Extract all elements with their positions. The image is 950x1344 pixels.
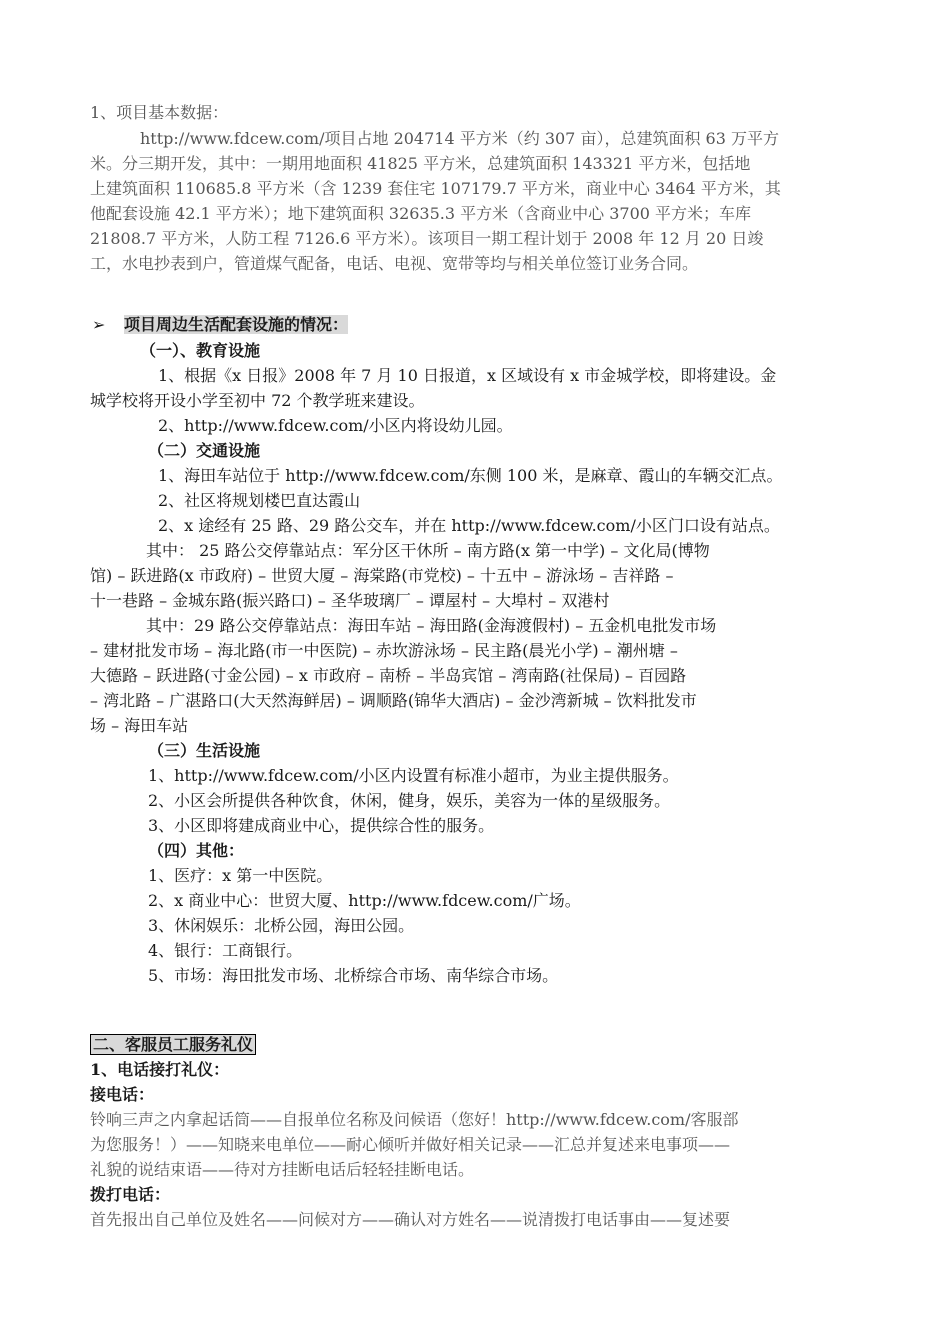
traffic-line: 2、社区将规划楼巴直达霞山 [158, 491, 361, 510]
traffic-line: 2、x 途经有 25 路、29 路公交车，并在 http://www.fdcew.com/小区门口设有站点。 [158, 516, 780, 535]
education-title: （一）、教育设施 [140, 341, 261, 360]
bus-route-line: 馆) – 跃进路(x 市政府) – 世贸大厦 – 海棠路(市党校) – 十五中 – 游泳场 – 吉祥路 – [90, 566, 674, 585]
traffic-title: （二）交通设施 [148, 441, 261, 460]
life-line: 1、http://www.fdcew.com/小区内设置有标准小超市，为业主提供服务。 [148, 766, 679, 785]
dial-call-line: 首先报出自己单位及姓名——问候对方——确认对方姓名——说清拨打电话事由——复述要 [90, 1210, 731, 1229]
basic-data-line: 他配套设施 42.1 平方米）；地下建筑面积 32635.3 平方米（含商业中心 3700 平方米；车库 [90, 204, 752, 223]
bus-route-line: – 建材批发市场 – 海北路(市一中医院) – 赤坎游泳场 – 民主路(晨光小学) – 潮州塘 – [90, 641, 678, 660]
education-line: 城学校将开设小学至初中 72 个教学班来建设。 [90, 391, 425, 410]
bus-route-line: 其中：29 路公交停靠站点：海田车站 – 海田路(金海渡假村) – 五金机电批发市场 [146, 616, 717, 635]
other-line: 5、市场：海田批发市场、北桥综合市场、南华综合市场。 [148, 966, 559, 985]
traffic-line: 1、海田车站位于 http://www.fdcew.com/东侧 100 米，是麻章、霞山的车辆交汇点。 [158, 466, 783, 485]
basic-data-line: 工，水电抄表到户，管道煤气配备，电话、电视、宽带等均与相关单位签订业务合同。 [90, 254, 699, 273]
basic-data-line: 米。分三期开发，其中：一期用地面积 41825 平方米，总建筑面积 143321 平方米，包括地 [90, 154, 751, 173]
dial-call-title: 拨打电话： [90, 1185, 171, 1204]
etiquette-title [90, 1032, 870, 1057]
facilities-title [124, 312, 724, 337]
education-line: 2、http://www.fdcew.com/小区内将设幼儿园。 [158, 416, 513, 435]
facilities-title-text: 项目周边生活配套设施的情况： [124, 315, 349, 334]
bus-route-line: 场 – 海田车站 [90, 716, 189, 735]
answer-call-line: 礼貌的说结束语——待对方挂断电话后轻轻挂断电话。 [90, 1160, 475, 1179]
bus-route-line: – 湾北路 – 广湛路口(大天然海鲜居) – 调顺路(锦华大酒店) – 金沙湾新城 – 饮料批发市 [90, 691, 697, 710]
life-title: （三）生活设施 [148, 741, 261, 760]
answer-call-line: 铃响三声之内拿起话筒——自报单位名称及问候语（您好！http://www.fdcew.com/客服部 [90, 1110, 739, 1129]
basic-data-line: http://www.fdcew.com/项目占地 204714 平方米（约 307 亩），总建筑面积 63 万平方 [140, 129, 779, 148]
basic-data-line: 上建筑面积 110685.8 平方米（含 1239 套住宅 107179.7 平方米，商业中心 3464 平方米，其 [90, 179, 781, 198]
arrow-bullet-icon: ➢ [92, 315, 106, 334]
phone-etiquette-title: 1、电话接打礼仪： [90, 1060, 230, 1079]
other-title: （四）其他： [148, 841, 245, 860]
answer-call-title: 接电话： [90, 1085, 155, 1104]
answer-call-line: 为您服务！）——知晓来电单位——耐心倾听并做好相关记录——汇总并复述来电事项—— [90, 1135, 731, 1154]
other-line: 4、银行：工商银行。 [148, 941, 303, 960]
bus-route-line: 大德路 – 跃进路(寸金公园) – x 市政府 – 南桥 – 半岛宾馆 – 湾南路(社保局) – 百园路 [90, 666, 687, 685]
etiquette-title-text: 二、客服员工服务礼仪 [90, 1034, 256, 1055]
other-line: 2、x 商业中心：世贸大厦、http://www.fdcew.com/广场。 [148, 891, 581, 910]
bus-route-line: 十一巷路 – 金城东路(振兴路口) – 圣华玻璃厂 – 谭屋村 – 大埠村 – 双港村 [90, 591, 610, 610]
other-line: 3、休闲娱乐：北桥公园，海田公园。 [148, 916, 415, 935]
basic-data-heading: 1、项目基本数据： [90, 103, 229, 122]
life-line: 3、小区即将建成商业中心，提供综合性的服务。 [148, 816, 495, 835]
bus-route-line: 其中： 25 路公交停靠站点：军分区干休所 – 南方路(x 第一中学) – 文化局(博物 [146, 541, 710, 560]
basic-data-line: 21808.7 平方米，人防工程 7126.6 平方米）。该项目一期工程计划于 2008 年 12 月 20 日竣 [90, 229, 764, 248]
life-line: 2、小区会所提供各种饮食，休闲，健身，娱乐，美容为一体的星级服务。 [148, 791, 671, 810]
other-line: 1、医疗：x 第一中医院。 [148, 866, 333, 885]
education-line: 1、根据《x 日报》2008 年 7 月 10 日报道，x 区域设有 x 市金城学校，即将建设。金 [158, 366, 777, 385]
